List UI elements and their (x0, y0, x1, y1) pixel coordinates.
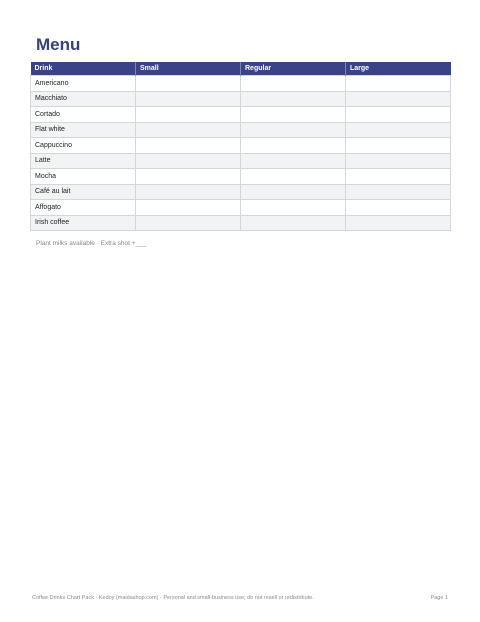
menu-table-body (31, 76, 451, 231)
table-row (31, 122, 451, 138)
table-row (31, 76, 451, 92)
cell-large[interactable] (346, 91, 451, 107)
cell-large[interactable] (346, 76, 451, 92)
cell-regular[interactable] (241, 122, 346, 138)
cell-small[interactable] (136, 184, 241, 200)
cell-regular[interactable] (241, 169, 346, 185)
cell-regular[interactable] (241, 107, 346, 123)
cell-small[interactable] (136, 138, 241, 154)
menu-table (30, 62, 451, 231)
footer-credit: Coffee Drinks Chart Pack · Kedoy (maidashop.com) · Personal and small-business use; do not resell or redistribute. (32, 595, 314, 601)
table-row (31, 200, 451, 216)
footer-page-number: Page 1 (430, 595, 448, 601)
header-drink: Drink (31, 62, 136, 76)
cell-large[interactable] (346, 200, 451, 216)
cell-drink: Café au lait (31, 184, 136, 200)
header-regular: Regular (241, 62, 346, 76)
cell-drink: Cappuccino (31, 138, 136, 154)
table-row (31, 184, 451, 200)
cell-large[interactable] (346, 138, 451, 154)
cell-drink: Irish coffee (31, 215, 136, 231)
cell-regular[interactable] (241, 200, 346, 216)
cell-small[interactable] (136, 200, 241, 216)
cell-large[interactable] (346, 153, 451, 169)
cell-regular[interactable] (241, 138, 346, 154)
cell-small[interactable] (136, 169, 241, 185)
page-title: Menu (36, 35, 81, 54)
header-small: Small (136, 62, 241, 76)
cell-drink: Latte (31, 153, 136, 169)
menu-note: Plant milks available · Extra shot +___ (36, 240, 147, 247)
cell-drink: Cortado (31, 107, 136, 123)
header-row (31, 62, 451, 76)
table-row (31, 153, 451, 169)
table-row (31, 169, 451, 185)
cell-large[interactable] (346, 215, 451, 231)
cell-regular[interactable] (241, 215, 346, 231)
cell-small[interactable] (136, 215, 241, 231)
cell-drink: Mocha (31, 169, 136, 185)
cell-regular[interactable] (241, 153, 346, 169)
cell-large[interactable] (346, 184, 451, 200)
cell-regular[interactable] (241, 91, 346, 107)
cell-regular[interactable] (241, 76, 346, 92)
table-row (31, 91, 451, 107)
cell-large[interactable] (346, 122, 451, 138)
cell-small[interactable] (136, 153, 241, 169)
cell-regular[interactable] (241, 184, 346, 200)
cell-small[interactable] (136, 107, 241, 123)
cell-drink: Affogato (31, 200, 136, 216)
cell-drink: Americano (31, 76, 136, 92)
cell-drink: Flat white (31, 122, 136, 138)
cell-drink: Macchiato (31, 91, 136, 107)
cell-large[interactable] (346, 169, 451, 185)
table-row (31, 215, 451, 231)
menu-table-header (31, 62, 451, 76)
cell-small[interactable] (136, 91, 241, 107)
table-row (31, 107, 451, 123)
cell-large[interactable] (346, 107, 451, 123)
table-row (31, 138, 451, 154)
header-large: Large (346, 62, 451, 76)
cell-small[interactable] (136, 76, 241, 92)
cell-small[interactable] (136, 122, 241, 138)
